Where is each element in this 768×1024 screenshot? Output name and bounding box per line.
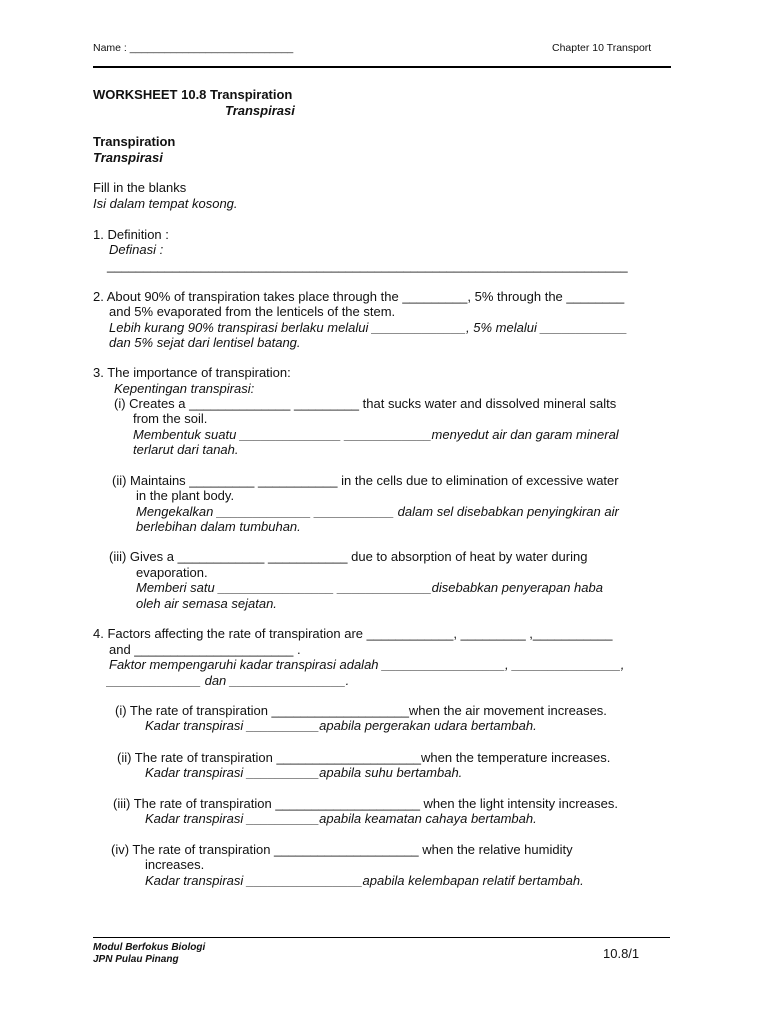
question-3ii-line-1: (ii) Maintains _________ ___________ in the cells due to elimination of excessive water	[112, 473, 619, 488]
question-2-ms-line-1: Lebih kurang 90% transpirasi berlaku melalui _____________, 5% melalui ____________	[109, 320, 628, 335]
worksheet-title-ms: Transpirasi	[225, 103, 295, 118]
question-2-ms-line-2: dan 5% sejat dari lentisel batang.	[109, 335, 301, 350]
question-3ii-ms-line-1: Mengekalkan _____________ ___________ dalam sel disebabkan penyingkiran air	[136, 504, 619, 519]
question-2-line-2: and 5% evaporated from the lenticels of the stem.	[109, 304, 396, 319]
question-4ii: (ii) The rate of transpiration ____________________when the temperature increases.	[117, 750, 611, 765]
question-3i-ms-line-1: Membentuk suatu ______________ ____________menyedut air dan garam mineral	[133, 427, 619, 442]
question-4iv-line-1: (iv) The rate of transpiration ____________________ when the relative humidity	[111, 842, 573, 857]
question-4i: (i) The rate of transpiration ___________________when the air movement increases.	[115, 703, 607, 718]
question-3iii-line-2: evaporation.	[136, 565, 208, 580]
footer-rule	[93, 937, 670, 938]
question-3iii-ms-line-1: Memberi satu ________________ _____________disebabkan penyerapan haba	[136, 580, 603, 595]
header-rule	[93, 66, 671, 68]
question-4-line-1: 4. Factors affecting the rate of transpiration are ____________, _________ ,___________	[93, 626, 613, 641]
worksheet-title: WORKSHEET 10.8 Transpiration	[93, 87, 293, 102]
footer-module: Modul Berfokus Biologi	[93, 942, 206, 953]
question-3iii-line-1: (iii) Gives a ____________ ___________ due to absorption of heat by water during	[109, 549, 588, 564]
question-4iv-line-2: increases.	[145, 857, 205, 872]
question-4-line-2: and ______________________ .	[109, 642, 301, 657]
question-3-ms: Kepentingan transpirasi:	[114, 381, 255, 396]
question-4iv-ms: Kadar transpirasi ________________apabila kelembapan relatif bertambah.	[145, 873, 584, 888]
question-1-answer-line: ________________________________________________________________________	[107, 258, 628, 273]
question-4iii-ms: Kadar transpirasi __________apabila keamatan cahaya bertambah.	[145, 811, 537, 826]
section-heading: Transpiration	[93, 134, 176, 149]
question-3: 3. The importance of transpiration:	[93, 365, 291, 380]
question-3i-line-2: from the soil.	[133, 411, 208, 426]
question-1: 1. Definition :	[93, 227, 169, 242]
question-4i-ms: Kadar transpirasi __________apabila pergerakan udara bertambah.	[145, 718, 537, 733]
question-4iii: (iii) The rate of transpiration ____________________ when the light intensity increases.	[113, 796, 618, 811]
question-1-ms: Definasi :	[109, 242, 164, 257]
name-field-label: Name : ____________________________	[93, 42, 294, 54]
question-3i-ms-line-2: terlarut dari tanah.	[133, 442, 239, 457]
instruction: Fill in the blanks	[93, 180, 187, 195]
question-3ii-line-2: in the plant body.	[136, 488, 235, 503]
question-3iii-ms-line-2: oleh air semasa sejatan.	[136, 596, 277, 611]
question-4-ms-line-2: _____________ dan ________________.	[107, 673, 350, 688]
question-3i-line-1: (i) Creates a ______________ _________ that sucks water and dissolved mineral salts	[114, 396, 617, 411]
question-2-line-1: 2. About 90% of transpiration takes place through the _________, 5% through the ________	[93, 289, 625, 304]
question-3ii-ms-line-2: berlebihan dalam tumbuhan.	[136, 519, 301, 534]
question-4-ms-line-1: Faktor mempengaruhi kadar transpirasi adalah _________________, _______________,	[109, 657, 625, 672]
section-heading-ms: Transpirasi	[93, 150, 163, 165]
instruction-ms: Isi dalam tempat kosong.	[93, 196, 238, 211]
chapter-label: Chapter 10 Transport	[552, 42, 652, 54]
page-number: 10.8/1	[603, 946, 640, 961]
question-4ii-ms: Kadar transpirasi __________apabila suhu bertambah.	[145, 765, 463, 780]
footer-department: JPN Pulau Pinang	[93, 954, 179, 965]
